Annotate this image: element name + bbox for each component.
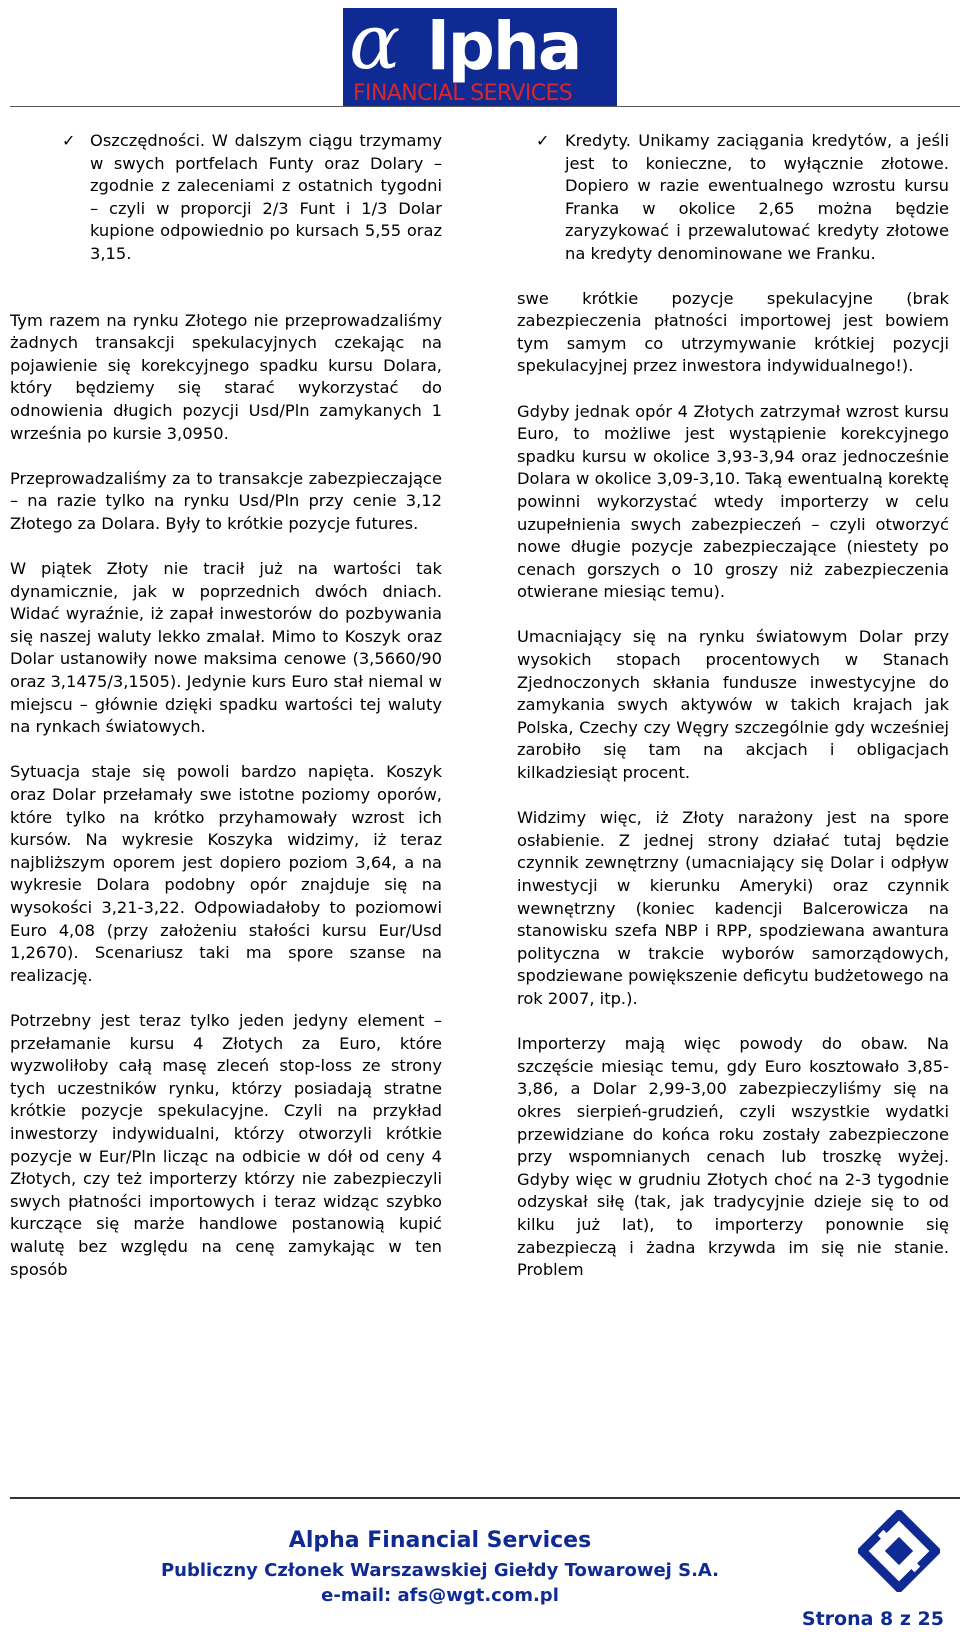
footer-email: e-mail: afs@wgt.com.pl <box>321 1585 559 1606</box>
page-number: Strona 8 z 25 <box>801 1608 944 1630</box>
paragraph: W piątek Złoty nie tracił już na wartości tak dynamicznie, jak w poprzednich dwóch dniach. Widać wyraźnie, iż zapał inwestorów do pozbywania się naszej waluty lekko zmalał. Mimo to Koszyk oraz Dolar ustanowiły nowe maksima cenowe (3,5660/90 oraz 3,1475/3,1505). Jedynie kurs Euro stał niemal w miejscu – głównie dzięki spadku wartości tej waluty na rynkach światowych. <box>10 559 442 737</box>
exchange-logo-icon <box>858 1510 940 1592</box>
checkmark-icon: ✓ <box>62 131 76 150</box>
bullet-text: Kredyty. Unikamy zaciągania kredytów, a jeśli jest to konieczne, to wyłącznie złotowe. Dopiero w razie ewentualnego wzrostu kursu Franka w okolice 2,65 można będzie zaryzykować i przewalutować kredyty złotowe na kredyty denominowane we Franku. <box>565 131 949 263</box>
paragraph: swe krótkie pozycje spekulacyjne (brak zabezpieczenia płatności importowej jest bowiem tym samym co utrzymywanie krótkiej pozycji spekulacyjnej przez inwestora indywidualnego!). <box>517 288 949 376</box>
paragraph: Przeprowadzaliśmy za to transakcje zabezpieczające – na razie tylko na rynku Usd/Pln przy cenie 3,12 Złotego za Dolara. Były to krótkie pozycje futures. <box>10 468 442 533</box>
paragraph: Tym razem na rynku Złotego nie przeprowadzaliśmy żadnych transakcji spekulacyjnych czekając na pojawienie się korekcyjnego spadku kursu Dolara, który będziemy się starać wykorzystać do odnowienia długich pozycji Usd/Pln zamykanych 1 września po kursie 3,0950. <box>10 310 442 443</box>
paragraph: Umacniający się na rynku światowym Dolar przy wysokich stopach procentowych w Stanach Zjednoczonych skłania fundusze inwestycyjne do zamykania swych aktywów w takich krajach jak Polska, Czechy czy Węgry szczególnie gdy wcześniej zarobiło się tam na akcjach i obligacjach kilkadziesiąt procent. <box>517 627 949 783</box>
credits-bullet <box>517 130 949 266</box>
savings-bullet <box>10 130 442 266</box>
left-column <box>10 130 442 1304</box>
paragraph: Widzimy więc, iż Złoty narażony jest na spore osłabienie. Z jednej strony działać tutaj będzie czynnik zewnętrzny (umacniający się Dolar i odpływ inwestycji w kierunku Ameryki) oraz czynnik wewnętrzny (koniec kadencji Balcerowicza na stanowisku szefa NBP i RPP, spodziewana awantura polityczna w trakcie wyborów samorządowych, spodziewane powiększenie deficytu budżetowego na rok 2007, itp.). <box>517 808 949 1008</box>
logo-subtitle: FINANCIAL SERVICES <box>353 81 573 106</box>
paragraph: Gdyby jednak opór 4 Złotych zatrzymał wzrost kursu Euro, to możliwe jest wystąpienie korekcyjnego spadku kursu w okolice 3,93-3,94 oraz jednocześnie Dolara w okolice 3,09-3,10. Taką ewentualną korektę powinni wykorzystać wtedy importerzy w celu uzupełnienia swych zabezpieczeń – czyli otworzyć nowe długie pozycje zabezpieczające (niestety po cenach gorszych o 10 groszy niż zabezpieczenia otwierane miesiąc temu). <box>517 401 949 602</box>
paragraph: Potrzebny jest teraz tylko jeden jedyny element – przełamanie kursu 4 Złotych za Euro, które wyzwoliłoby całą masę zleceń stop-loss ze strony tych uczestników rynku, którzy posiadają stratne krótkie pozycje spekulacyjne. Czyli na przykład inwestorzy indywidualni, którzy otworzyli krótkie pozycje w Eur/Pln licząc na odbicie w dół od ceny 4 Złotych, czy też importerzy którzy nie zabezpieczyli swych płatności importowych i teraz widząc szybko kurczące się marże handlowe postanowią kupić walutę bez względu na cenę zamykając w ten sposób <box>10 1010 442 1279</box>
alpha-logo <box>343 0 617 106</box>
header-divider <box>10 106 960 107</box>
paragraph: Importerzy mają więc powody do obaw. Na szczęście miesiąc temu, gdy Euro kosztowało 3,85-3,86, a Dolar 2,99-3,00 zabezpieczyliśmy się na okres sierpień-grudzień, czyli wszystkie wydatki przewidziane do końca roku zostały zabezpieczone przy wspomnianych cenach lub troszkę wyżej. Gdyby więc w grudniu Złotych choć na 2-3 tygodnie odzyskał siłę (tak, jak tradycyjnie dzieje się to od kilku już lat), to importerzy ponownie się zabezpieczą i żadna krzywda im się nie stanie. Problem <box>517 1034 949 1280</box>
paragraph: Sytuacja staje się powoli bardzo napięta. Koszyk oraz Dolar przełamały swe istotne poziomy oporów, które tylko na krótko przyhamowały wzrost ich kursów. Na wykresie Koszyka widzimy, iż teraz najbliższym oporem jest dopiero poziom 3,64, a na wykresie Dolara podobny opór znajduje się na wysokości 3,21-3,22. Odpowiadałoby to poziomowi Euro 4,08 (przy założeniu stałości kursu Eur/Usd 1,2670). Scenariusz taki ma spore szanse na realizację. <box>10 762 442 985</box>
logo-alpha-glyph: α <box>349 0 401 86</box>
logo-wordmark: lpha <box>427 8 581 85</box>
right-column <box>517 130 949 1304</box>
bullet-text: Oszczędności. W dalszym ciągu trzymamy w swych portfelach Funty oraz Dolary – zgodnie z zaleceniami z ostatnich tygodni – czyli w proporcji 2/3 Funt i 1/3 Dolar kupione odpowiednio po kursach 5,55 oraz 3,15. <box>90 131 442 263</box>
checkmark-icon: ✓ <box>536 131 550 150</box>
footer-company: Alpha Financial Services <box>288 1528 592 1553</box>
footer-tagline: Publiczny Członek Warszawskiej Giełdy Towarowej S.A. <box>160 1560 720 1581</box>
footer-divider <box>10 1497 960 1499</box>
